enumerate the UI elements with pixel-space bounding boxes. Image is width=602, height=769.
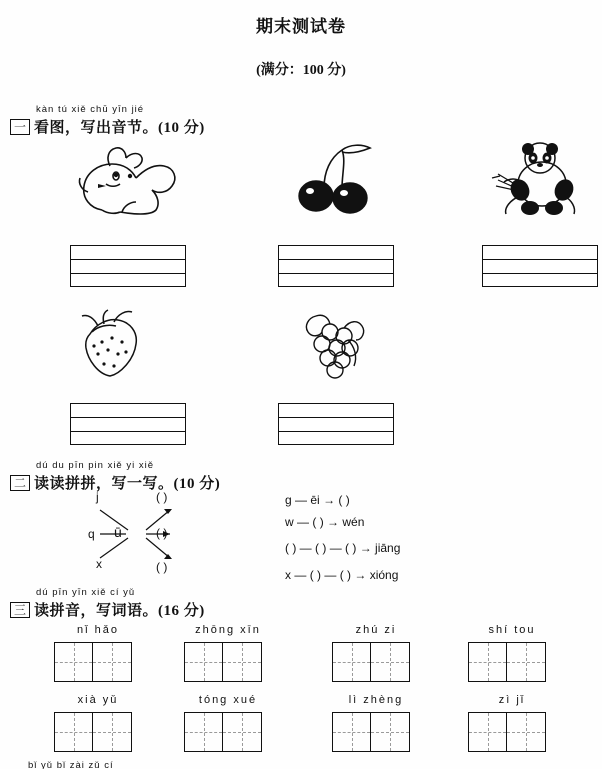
picture-cherries [290, 142, 376, 214]
section-2-text: 读读拼拼，写一写。(10 分) [34, 476, 221, 492]
writing-lines-3[interactable] [482, 245, 598, 287]
q2-row2-arrow: → [327, 515, 340, 529]
q2-row3-part3[interactable]: ( ) [345, 541, 357, 555]
tianzige-cell[interactable] [371, 643, 409, 681]
tianzige-cell[interactable] [333, 643, 371, 681]
q2-row3-part2[interactable]: ( ) [315, 541, 327, 555]
q2-row1-dash: — [295, 493, 308, 507]
q2-row2-result: wén [342, 515, 365, 529]
q2-row2-dash: — [297, 515, 310, 529]
tianzige-cell[interactable] [469, 713, 507, 751]
writing-lines-1[interactable] [70, 245, 186, 287]
section-3-header [10, 599, 205, 620]
q2-left-arrows [84, 496, 264, 576]
q2-row3-dash1: — [299, 541, 312, 555]
full-mark-label: (满分：100 分) [256, 63, 346, 78]
q2-initial-q: q [88, 527, 95, 541]
tianzige-cell[interactable] [333, 713, 371, 751]
tianzige-cell[interactable] [185, 643, 223, 681]
tianzige-cell[interactable] [93, 713, 131, 751]
section-3-text: 读拼音，写词语。(16 分) [34, 603, 205, 619]
q2-row4-part1: x [285, 568, 291, 582]
tianzige-cell[interactable] [185, 713, 223, 751]
q2-row3-part1[interactable]: ( ) [285, 541, 297, 555]
q2-row4[interactable] [285, 568, 398, 582]
q2-answer-3[interactable]: ( ) [156, 560, 168, 574]
q3-label-2-1: xià yǔ [77, 694, 119, 706]
q3-label-2-2: tóng xué [198, 694, 258, 706]
q3-grid-2-3[interactable] [332, 712, 410, 752]
q3-grid-2-4[interactable] [468, 712, 546, 752]
tianzige-cell[interactable] [507, 643, 545, 681]
q2-initial-x: x [96, 557, 102, 571]
writing-lines-4[interactable] [70, 403, 186, 445]
q2-row4-part2[interactable]: ( ) [309, 568, 322, 582]
footer-clipped-pinyin: bǐ yǔ bǐ zài zǔ cí [28, 760, 114, 769]
q2-row1[interactable] [285, 493, 350, 507]
tianzige-cell[interactable] [223, 643, 261, 681]
q3-grid-1-3[interactable] [332, 642, 410, 682]
q2-row3-dash2: — [329, 541, 342, 555]
picture-grapes [292, 314, 374, 384]
q2-row3-result: jiāng [375, 541, 401, 555]
q3-label-2-4: zì jǐ [498, 694, 526, 706]
q2-row3-arrow: → [359, 541, 372, 555]
q2-final-u: ū [114, 524, 122, 540]
section-2-pinyin: dú du pīn pin xiě yi xiě [36, 460, 155, 471]
q2-row4-arrow: → [354, 568, 367, 582]
exam-page [0, 12, 602, 769]
section-1-header [10, 116, 205, 137]
section-1-pinyin: kàn tú xiě chū yīn jié [36, 104, 145, 115]
q2-row1-arrow: → [323, 493, 336, 507]
writing-lines-2[interactable] [278, 245, 394, 287]
q3-grid-1-2[interactable] [184, 642, 262, 682]
q2-row4-dash2: — [324, 568, 337, 582]
tianzige-cell[interactable] [223, 713, 261, 751]
q3-label-1-3: zhú zi [355, 624, 397, 636]
q2-row2-part1: w [285, 515, 294, 529]
q2-initial-j: j [96, 490, 99, 504]
picture-squirrel [72, 140, 182, 218]
q3-label-1-4: shí tou [488, 624, 536, 636]
q2-row4-dash1: — [294, 568, 307, 582]
tianzige-cell[interactable] [93, 643, 131, 681]
picture-strawberry [74, 308, 154, 380]
page-title: 期末测试卷 [256, 17, 346, 36]
q3-label-2-3: lì zhèng [348, 694, 404, 706]
section-1-text: 看图，写出音节。(10 分) [34, 120, 205, 136]
tianzige-cell[interactable] [371, 713, 409, 751]
q3-grid-1-1[interactable] [54, 642, 132, 682]
tianzige-cell[interactable] [55, 713, 93, 751]
q2-row1-part1: g [285, 493, 292, 507]
q2-row4-result: xióng [369, 568, 399, 582]
q2-answer-1[interactable]: ( ) [156, 490, 168, 504]
q3-label-1-1: nǐ hǎo [77, 624, 119, 636]
writing-lines-5[interactable] [278, 403, 394, 445]
section-2-header [10, 472, 220, 493]
section-1-number: 一 [10, 119, 30, 135]
q2-answer-2[interactable]: ( ) [156, 526, 168, 540]
section-3-number: 三 [10, 602, 30, 618]
q3-grid-1-4[interactable] [468, 642, 546, 682]
section-3-pinyin: dú pīn yīn xiě cí yǔ [36, 587, 136, 598]
tianzige-cell[interactable] [55, 643, 93, 681]
q2-row1-result[interactable]: ( ) [338, 493, 350, 507]
q2-row4-part3[interactable]: ( ) [339, 568, 352, 582]
tianzige-cell[interactable] [507, 713, 545, 751]
q3-grid-2-2[interactable] [184, 712, 262, 752]
section-2-number: 二 [10, 475, 30, 491]
q2-row2[interactable] [285, 515, 364, 529]
q3-label-1-2: zhōng xīn [195, 624, 261, 636]
tianzige-cell[interactable] [469, 643, 507, 681]
q2-row3[interactable] [285, 541, 400, 555]
q2-row2-part2[interactable]: ( ) [312, 515, 324, 529]
q3-grid-2-1[interactable] [54, 712, 132, 752]
q2-row1-part2: ēi [310, 493, 320, 507]
picture-panda [490, 138, 582, 218]
